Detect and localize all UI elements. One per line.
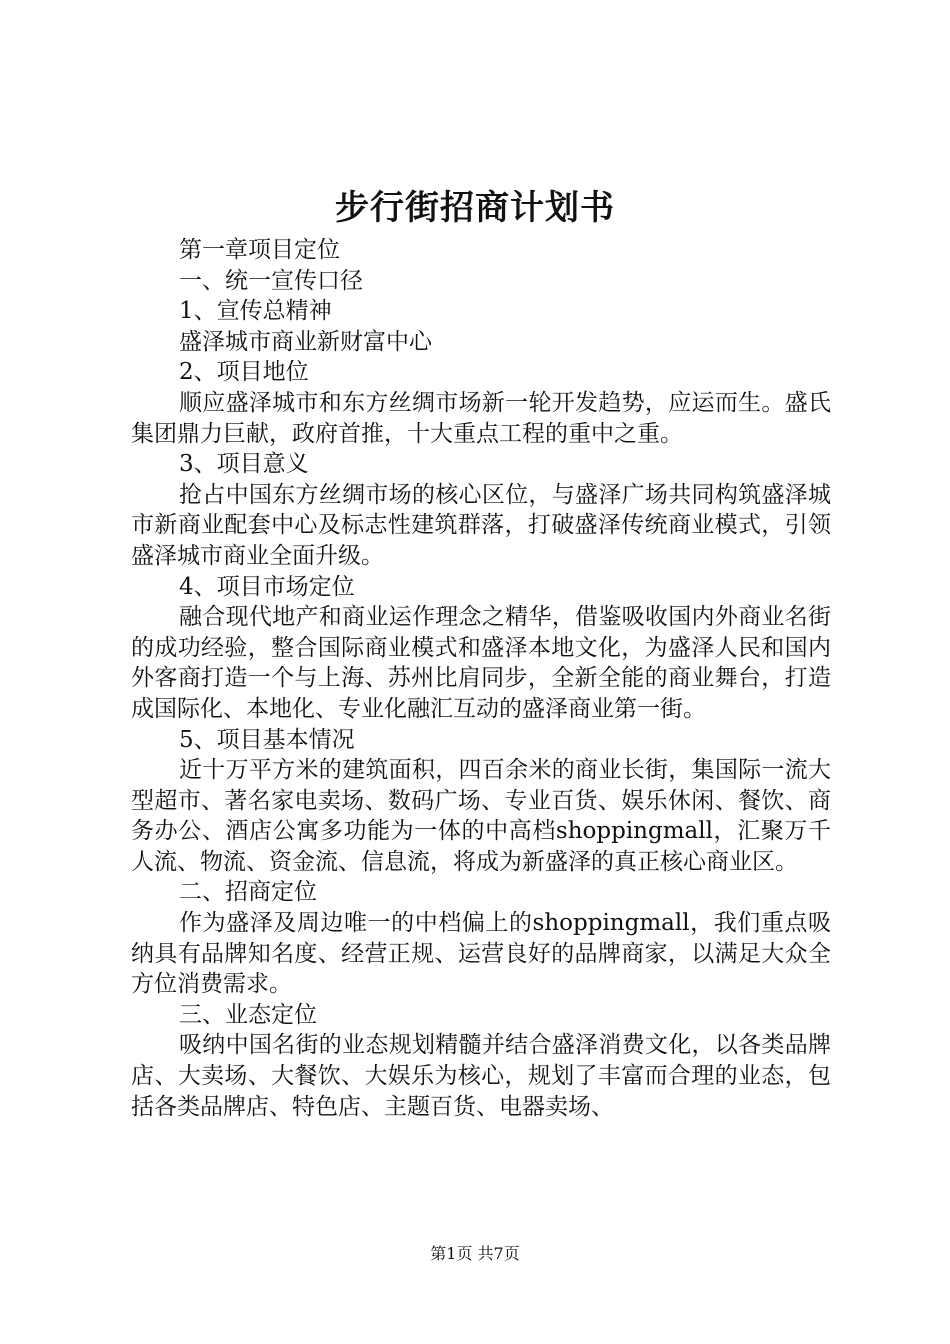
subsection-heading: 5、项目基本情况: [179, 726, 355, 753]
body-paragraph: 近十万平方米的建筑面积，四百余米的商业长街，集国际一流大型超市、著名家电卖场、数码广场、专业百货、娱乐休闲、餐饮、商务办公、酒店公寓多功能为一体的中高档shoppingmall，汇聚万千人流、物流、资金流、信息流，将成为新盛泽的真正核心商业区。: [131, 757, 831, 875]
body-paragraph: 盛泽城市商业新财富中心: [179, 328, 432, 355]
subsection-heading: 3、项目意义: [179, 451, 309, 478]
subsection-heading: 4、项目市场定位: [179, 573, 355, 600]
body-paragraph: 融合现代地产和商业运作理念之精华，借鉴吸收国内外商业名街的成功经验，整合国际商业模式和盛泽本地文化，为盛泽人民和国内外客商打造一个与上海、苏州比肩同步，全新全能的商业舞台，打造成国际化、本地化、专业化融汇互动的盛泽商业第一街。: [131, 604, 831, 722]
section-heading: 二、招商定位: [179, 879, 317, 906]
subsection-heading: 1、宣传总精神: [179, 298, 332, 325]
page-number: 第1页 共7页: [430, 1244, 520, 1263]
section-heading: 三、业态定位: [179, 1001, 317, 1028]
document-body: [131, 235, 831, 1122]
subsection-heading: 2、项目地位: [179, 359, 309, 386]
body-paragraph: 作为盛泽及周边唯一的中档偏上的shoppingmall，我们重点吸纳具有品牌知名度、经营正规、运营良好的品牌商家，以满足大众全方位消费需求。: [131, 910, 831, 998]
document-title: 步行街招商计划书: [335, 188, 615, 228]
chapter-heading: 第一章项目定位: [179, 237, 340, 263]
section-heading: 一、统一宣传口径: [179, 267, 363, 294]
body-paragraph: 吸纳中国名街的业态规划精髓并结合盛泽消费文化，以各类品牌店、大卖场、大餐饮、大娱乐为核心，规划了丰富而合理的业态，包括各类品牌店、特色店、主题百货、电器卖场、: [131, 1032, 831, 1120]
body-paragraph: 顺应盛泽城市和东方丝绸市场新一轮开发趋势，应运而生。盛氏集团鼎力巨献，政府首推，十大重点工程的重中之重。: [131, 389, 831, 447]
body-paragraph: 抢占中国东方丝绸市场的核心区位，与盛泽广场共同构筑盛泽城市新商业配套中心及标志性建筑群落，打破盛泽传统商业模式，引领盛泽城市商业全面升级。: [131, 481, 831, 569]
